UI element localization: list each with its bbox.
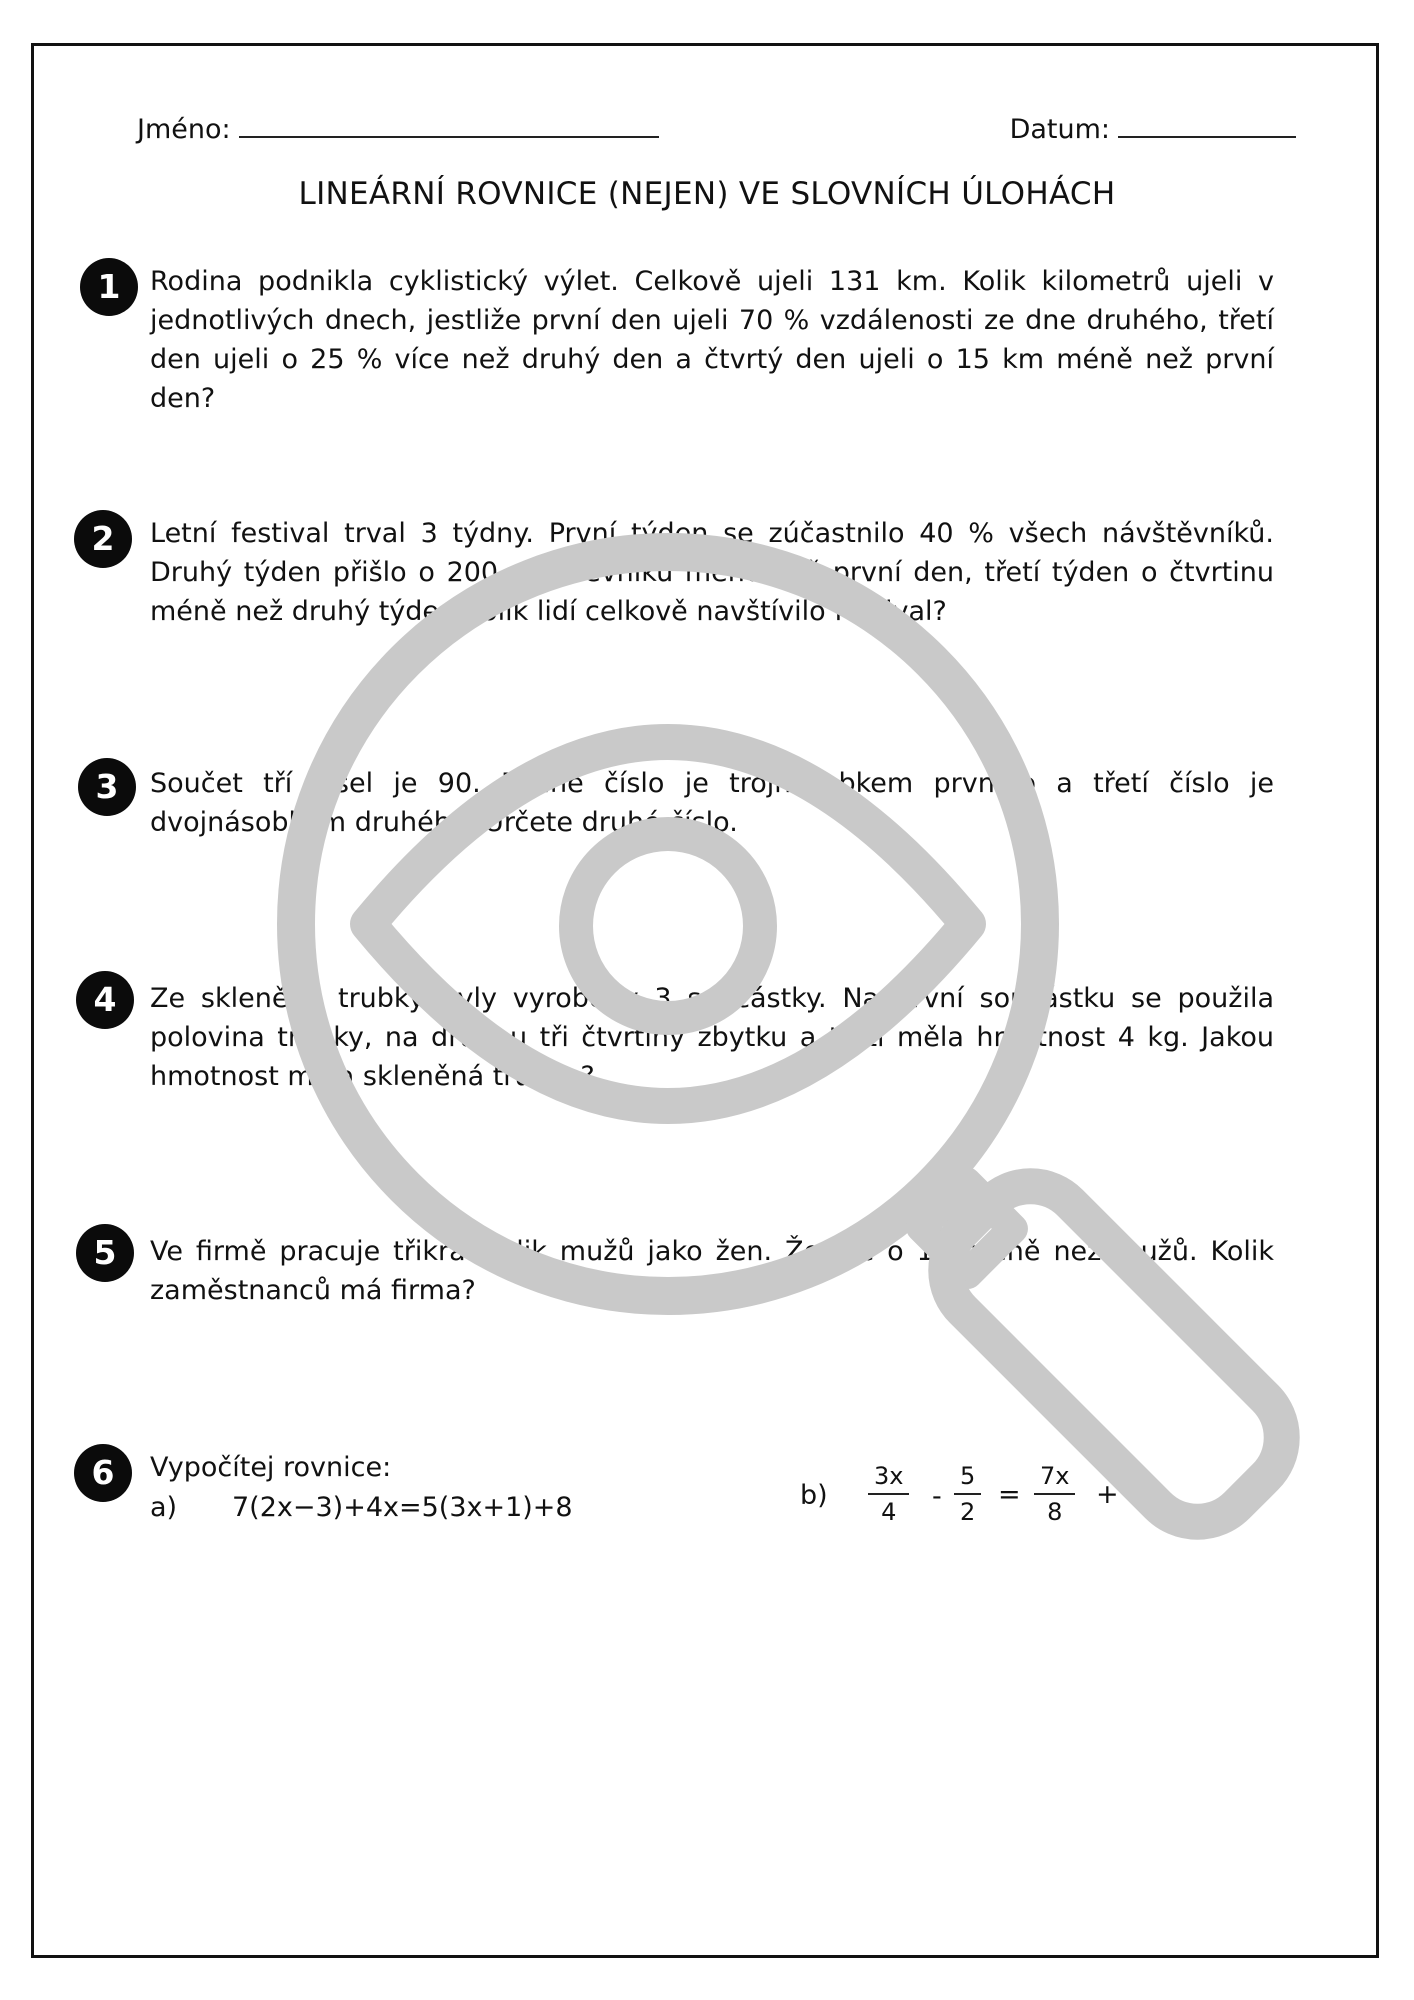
task-5-text: Ve firmě pracuje třikrát tolik mužů jako žen. Žen je o 12 méně než mužů. Kolik zaměstnanců má firma? xyxy=(150,1236,1274,1306)
task-2-text: Letní festival trval 3 týdny. První týden se zúčastnilo 40 % všech návštěvníků. Druhý týden přišlo o 200 návštěvníků méně než první den, třetí týden o čtvrtinu méně než druhý týden Kolik lidí celkově navštívilo festival? xyxy=(150,518,1274,627)
name-field xyxy=(137,110,659,148)
fraction xyxy=(868,1459,909,1529)
task-6-block xyxy=(150,1448,573,1528)
task-number-badge: 2 xyxy=(74,510,132,568)
task-1-text: Rodina podnikla cyklistický výlet. Celkově ujeli 131 km. Kolik kilometrů ujeli v jednotlivých dnech, jestliže první den ujeli 70 % vzdálenosti ze dne druhého, třetí den ujeli o 25 % více než druhý den a čtvrtý den ujeli o 15 km méně než první den? xyxy=(150,266,1274,414)
equation-a-text: 7(2x−3)+4x=5(3x+1)+8 xyxy=(232,1492,573,1523)
fraction-denominator: 2 xyxy=(960,1498,976,1526)
task-3-text: Součet tří čísel je 90. Druhé číslo je trojnásobkem prvního a třetí číslo je dvojnásobkem druhého. Určete druhé číslo. xyxy=(150,768,1274,838)
task-4-text: Ze skleněné trubky byly vyrobeny 3 součástky. Na první součástku se použila polovina trubky, na druhou tři čtvrtiny zbytku a třetí měla hmotnost 4 kg. Jakou hmotnost měla skleněná trubka? xyxy=(150,983,1274,1092)
date-label: Datum: xyxy=(1009,114,1110,145)
minus-sign: - xyxy=(932,1481,942,1512)
fraction-numerator: 7x xyxy=(1034,1459,1075,1495)
fraction xyxy=(1034,1459,1075,1529)
date-field xyxy=(1010,110,1296,148)
task-6-intro: Vypočítej rovnice: xyxy=(150,1452,392,1483)
name-blank-line[interactable] xyxy=(239,110,659,138)
name-label: Jméno: xyxy=(137,114,231,145)
task-number-badge: 6 xyxy=(74,1444,132,1502)
equation-b-label: b) xyxy=(800,1480,828,1511)
fraction-numerator: 5 xyxy=(954,1459,981,1495)
fraction xyxy=(954,1459,981,1529)
plus-sign: + xyxy=(1096,1479,1119,1510)
fraction-denominator: 4 xyxy=(881,1498,897,1526)
worksheet-title: LINEÁRNÍ ROVNICE (NEJEN) VE SLOVNÍCH ÚLOHÁCH xyxy=(298,176,1116,212)
task-number-badge: 5 xyxy=(76,1224,134,1282)
equals-sign: = xyxy=(998,1479,1021,1510)
fraction-denominator: 8 xyxy=(1047,1498,1063,1526)
fraction-numerator: 3x xyxy=(868,1459,909,1495)
task-number-badge: 4 xyxy=(76,971,134,1029)
equation-a xyxy=(150,1488,573,1528)
task-number-badge: 1 xyxy=(80,258,138,316)
equation-a-label: a) xyxy=(150,1492,178,1523)
date-blank-line[interactable] xyxy=(1118,110,1296,138)
task-number-badge: 3 xyxy=(78,758,136,816)
